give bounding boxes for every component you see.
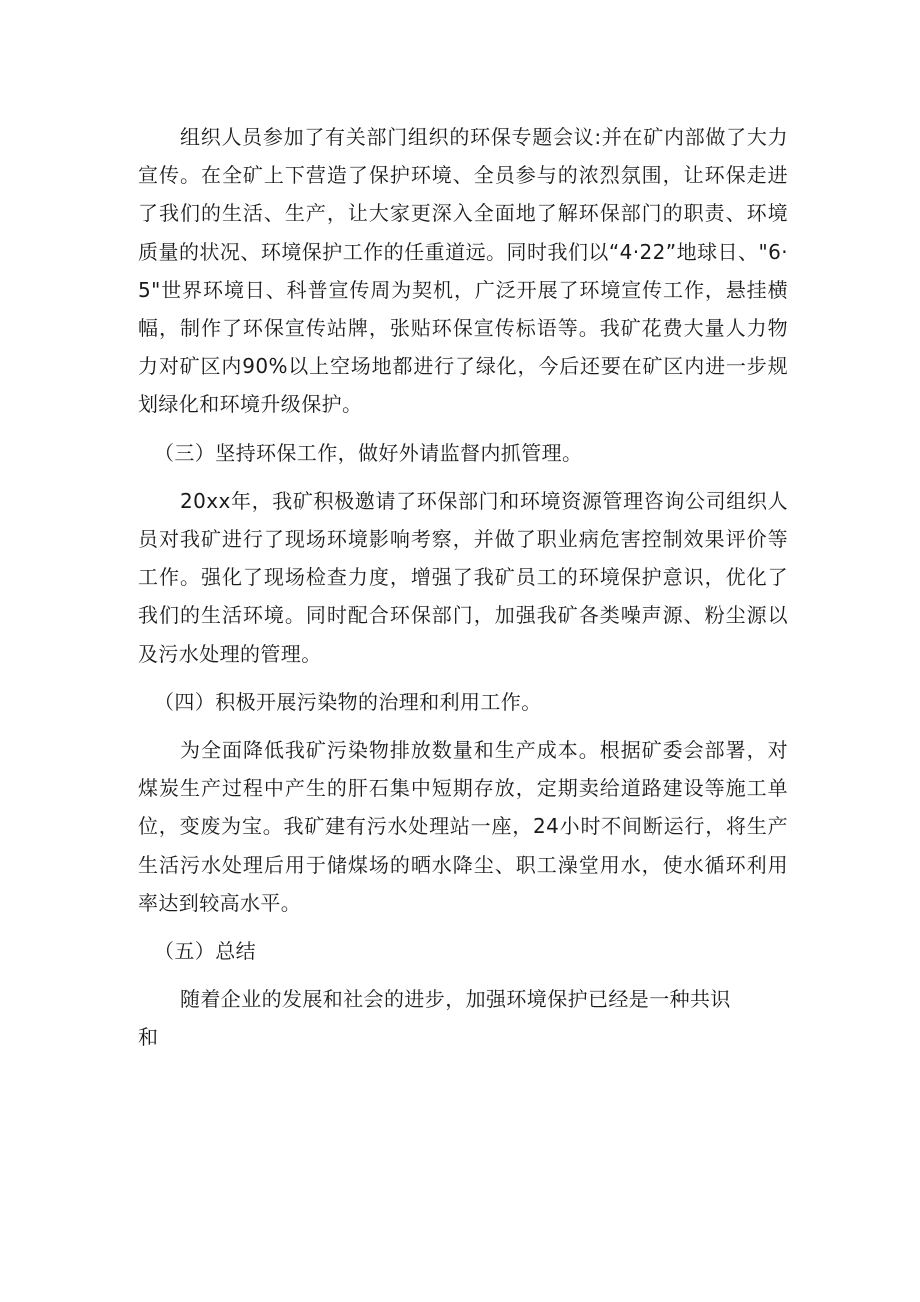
paragraph-summary: 随着企业的发展和社会的进步，加强环境保护已经是一种共识和 [138,987,731,1050]
section-heading-5: （五）总结 [154,939,256,964]
paragraph-pollution-treatment: 为全面降低我矿污染物排放数量和生产成本。根据矿委会部署，对煤炭生产过程中产生的肝石集中短期存放，定期卖给道路建设等施工单位，变废为宝。我矿建有污水处理站一座，24小时不间断运行，将生产生活污水处理后用于储煤场的晒水降尘、职工澡堂用水，使水循环利用率达到较高水平。 [138,738,788,915]
paragraph-supervision: 20xx年，我矿积极邀请了环保部门和环境资源管理咨询公司组织人员对我矿进行了现场环境影响考察，并做了职业病危害控制效果评价等工作。强化了现场检查力度，增强了我矿员工的环境保护意识，优化了我们的生活环境。同时配合环保部门，加强我矿各类噪声源、粉尘源以及污水处理的管理。 [138,488,788,666]
section-heading-3: （三）坚持环保工作，做好外请监督内抓管理。 [154,440,583,465]
section-heading-4: （四）积极开展污染物的治理和利用工作。 [154,689,542,714]
document-body [138,118,788,1057]
paragraph-publicity: 组织人员参加了有关部门组织的环保专题会议:并在矿内部做了大力宣传。在全矿上下营造了保护环境、全员参与的浓烈氛围，让环保走进了我们的生活、生产，让大家更深入全面地了解环保部门的职责、环境质量的状况、环境保护工作的任重道远。同时我们以“4·22”地球日、"6·5"世界环境日、科普宣传周为契机，广泛开展了环境宣传工作，悬挂横幅，制作了环保宣传站牌，张贴环保宣传标语等。我矿花费大量人力物力对矿区内90%以上空场地都进行了绿化，今后还要在矿区内进一步规划绿化和环境升级保护。 [138,125,788,417]
